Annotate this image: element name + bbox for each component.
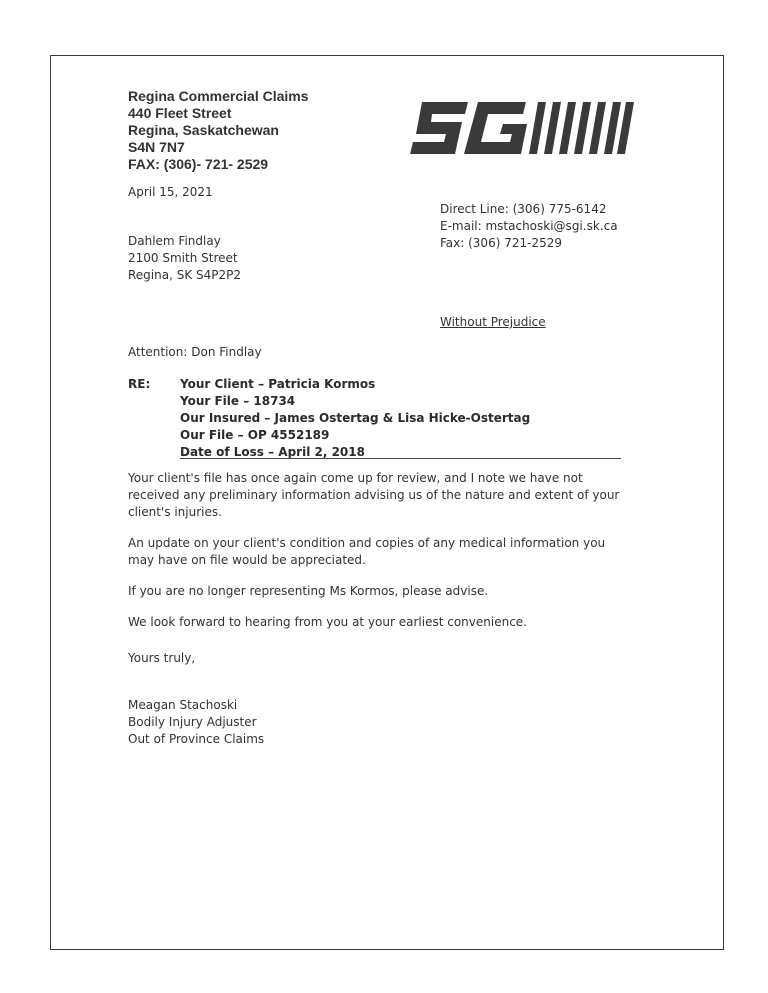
email-line: E-mail: mstachoski@sgi.sk.ca — [440, 219, 618, 233]
body-paragraph: If you are no longer representing Ms Kormos, please advise. — [128, 584, 489, 598]
closing: Yours truly, — [128, 651, 196, 665]
sender-line: S4N 7N7 — [128, 139, 185, 155]
sender-line: Regina, Saskatchewan — [128, 122, 279, 138]
sgi-logo — [408, 96, 638, 162]
re-line: Date of Loss – April 2, 2018 — [180, 445, 365, 459]
letter-body — [128, 470, 628, 645]
recipient-address — [128, 233, 241, 284]
sender-line: FAX: (306)- 721- 2529 — [128, 156, 269, 172]
re-label: RE: — [128, 377, 151, 391]
re-line: Our File – OP 4552189 — [180, 428, 330, 442]
body-paragraph: Your client's file has once again come up for review, and I note we have not received any preliminary information advising us of the nature and extent of your client's injuries. — [128, 471, 620, 519]
signature-line: Bodily Injury Adjuster — [128, 715, 257, 729]
re-divider — [180, 458, 621, 459]
sender-line: Regina Commercial Claims — [128, 88, 309, 104]
recipient-line: Dahlem Findlay — [128, 234, 221, 248]
body-paragraph: We look forward to hearing from you at your earliest convenience. — [128, 615, 527, 629]
direct-line: Direct Line: (306) 775-6142 — [440, 202, 607, 216]
signature-line: Out of Province Claims — [128, 732, 265, 746]
letter-date: April 15, 2021 — [128, 185, 213, 199]
sender-address — [128, 88, 309, 173]
re-line: Your File – 18734 — [180, 394, 296, 408]
re-block — [180, 376, 530, 461]
fax-line: Fax: (306) 721-2529 — [440, 236, 562, 250]
without-prejudice: Without Prejudice — [440, 315, 546, 329]
re-line: Our Insured – James Ostertag & Lisa Hicke-Ostertag — [180, 411, 531, 425]
re-line: Your Client – Patricia Kormos — [180, 377, 376, 391]
signature-block — [128, 697, 264, 748]
attention-line: Attention: Don Findlay — [128, 345, 262, 359]
contact-block — [440, 201, 618, 252]
sender-line: 440 Fleet Street — [128, 105, 232, 121]
recipient-line: Regina, SK S4P2P2 — [128, 268, 242, 282]
signature-line: Meagan Stachoski — [128, 698, 238, 712]
recipient-line: 2100 Smith Street — [128, 251, 238, 265]
body-paragraph: An update on your client's condition and copies of any medical information you may have on file would be appreciated. — [128, 536, 606, 567]
